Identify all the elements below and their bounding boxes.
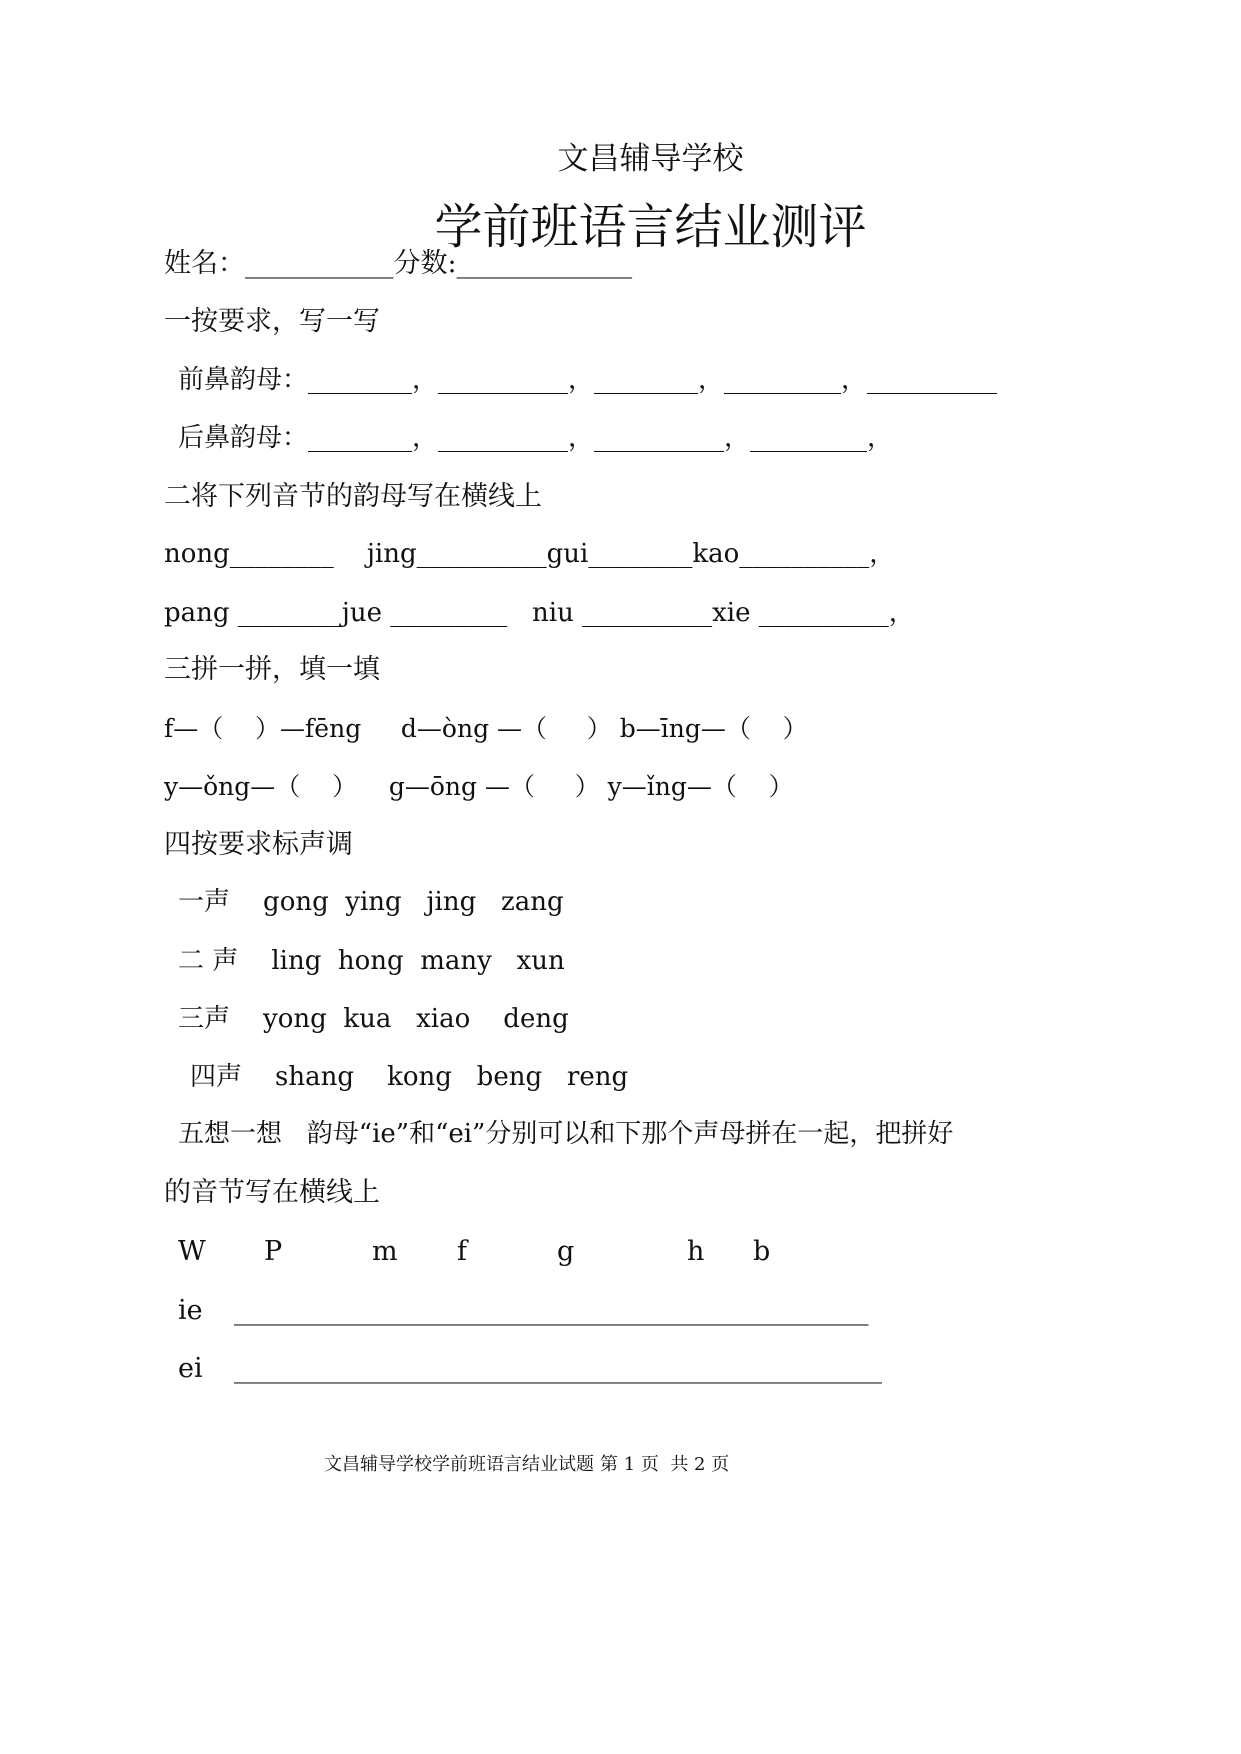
section5-heading-cont: 的音节写在横线上 bbox=[164, 1177, 380, 1208]
section3-heading: 三拼一拼，填一填 bbox=[164, 654, 380, 685]
initial-letter: W bbox=[178, 1236, 206, 1267]
section2-row2: pang ________jue _________ niu __________xie __________， bbox=[164, 598, 915, 628]
front-nasal-line: 前鼻韵母：________，__________，________，_________，__________ bbox=[178, 365, 998, 395]
back-nasal-line: 后鼻韵母：________，__________，__________，_________， bbox=[178, 423, 894, 453]
section3-row1: f—（ ）—fēng d—òng —（ ） b—īng—（ ） bbox=[164, 714, 808, 743]
section5-heading: 五想一想 韵母“ie”和“ei”分别可以和下那个声母拼在一起，把拼好 bbox=[178, 1119, 954, 1149]
ie-answer-line: _______________________________________________ bbox=[234, 1295, 869, 1326]
initial-letter: h bbox=[687, 1236, 705, 1267]
initial-letter: g bbox=[557, 1236, 575, 1267]
ei-answer-line: ________________________________________________ bbox=[234, 1353, 882, 1384]
name-score-line: 姓名：___________分数:_____________ bbox=[164, 248, 633, 279]
tone4-line: 四声 shang kong beng reng bbox=[190, 1062, 629, 1092]
initial-letter: b bbox=[753, 1236, 771, 1267]
tone2-line: 二 声 ling hong many xun bbox=[178, 946, 565, 976]
tone3-line: 三声 yong kua xiao deng bbox=[178, 1004, 569, 1034]
section2-row1: nong________ jing__________gui________kao__________， bbox=[164, 539, 896, 569]
section1-heading: 一按要求，写一写 bbox=[164, 306, 380, 337]
initial-letter: P bbox=[264, 1236, 283, 1267]
footer-doc-title: 文昌辅导学校学前班语言结业试题 bbox=[324, 1454, 594, 1475]
initial-letter: f bbox=[457, 1236, 467, 1267]
section3-row2: y—ǒng—（ ） g—ōng —（ ） y—ǐng—（ ） bbox=[164, 772, 794, 801]
tone1-line: 一声 gong ying jing zang bbox=[178, 887, 564, 917]
section4-heading: 四按要求标声调 bbox=[164, 829, 353, 860]
footer-page-info: 第 1 页 共 2 页 bbox=[600, 1454, 730, 1475]
ei-label: ei bbox=[178, 1353, 203, 1384]
initial-letter: m bbox=[372, 1236, 398, 1267]
page-title: 学前班语言结业测评 bbox=[434, 199, 867, 255]
school-name: 文昌辅导学校 bbox=[557, 141, 744, 177]
ie-label: ie bbox=[178, 1295, 203, 1326]
section2-heading: 二将下列音节的韵母写在横线上 bbox=[164, 481, 542, 512]
